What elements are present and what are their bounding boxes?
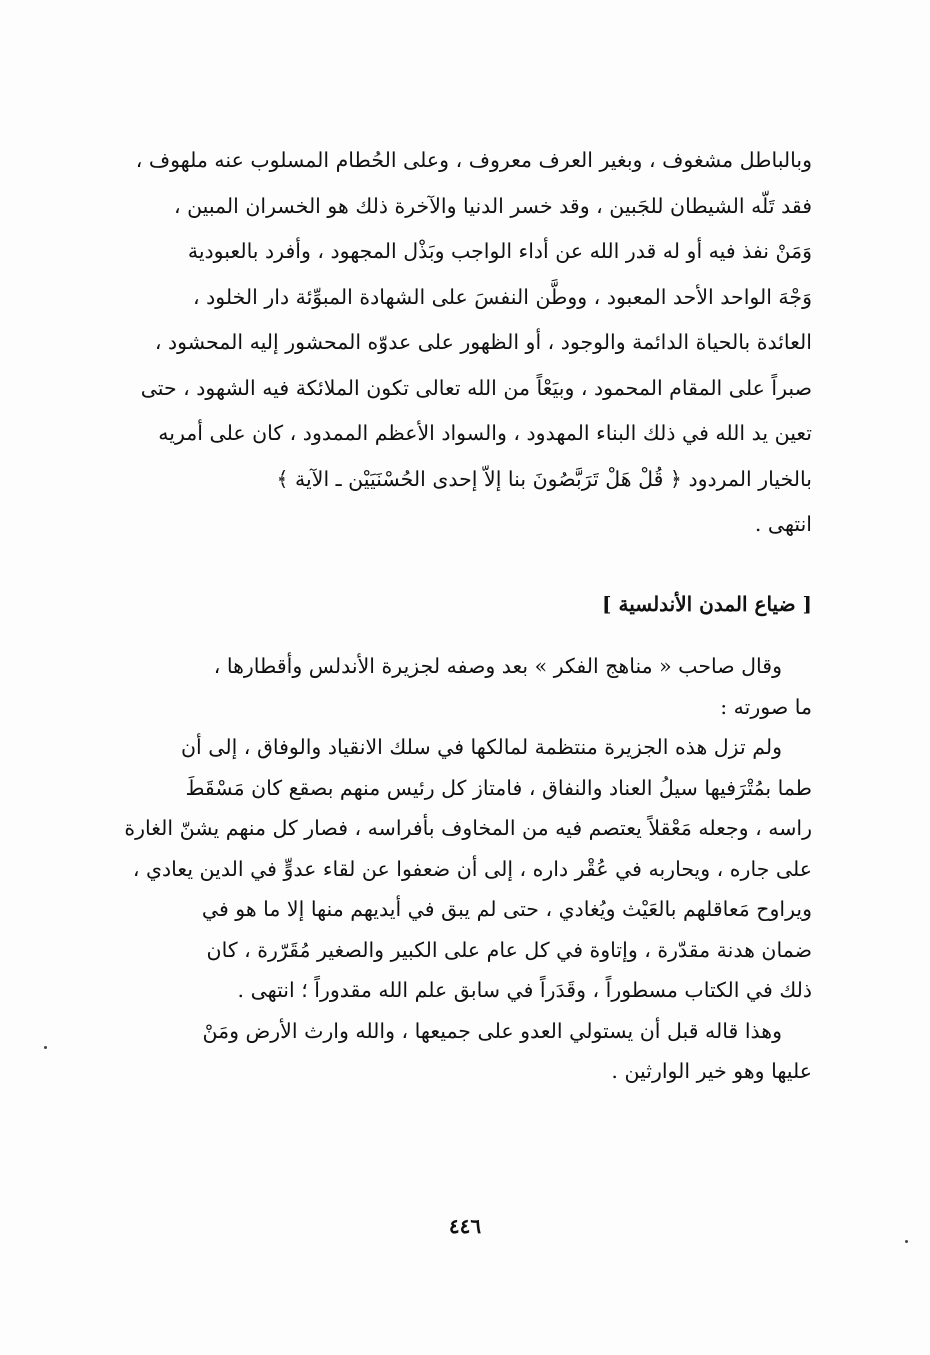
text-line: وَجْهَ الواحد الأحد المعبود ، ووطَّن النفسَ على الشهادة المبوِّئة دار الخلود ، <box>193 284 812 309</box>
page-number: ٤٤٦ <box>448 1214 482 1238</box>
text-line: ضمان هدنة مقدّرة ، وإتاوة في كل عام على الكبير والصغير مُقَرّرة ، كان <box>206 937 812 962</box>
text-line: عليها وهو خير الوارثين . <box>611 1059 812 1083</box>
text-line: ذلك في الكتاب مسطوراً ، وقَدَراً في سابق علم الله مقدوراً ؛ انتهى . <box>237 978 812 1002</box>
text-line: تعين يد الله في ذلك البناء المهدود ، والسواد الأعظم الممدود ، كان على أمريه <box>158 421 812 445</box>
text-line: فقد تَلّه الشيطان للجَبين ، وقد خسر الدنيا والآخرة ذلك هو الخسران المبين ، <box>173 193 812 218</box>
text-line: صبراً على المقام المحمود ، وبيَعْاً من الله تعالى تكون الملائكة فيه الشهود ، حتى <box>140 375 812 400</box>
scan-speck <box>44 1046 47 1049</box>
text-line: على جاره ، ويحاربه في عُقْر داره ، إلى أن ضعفوا عن لقاء عدوٍّ في الدين يعادي ، <box>132 856 812 881</box>
text-line: ويراوح مَعاقلهم بالعَيْث ويُغادي ، حتى لم يبق في أيديهم منها إلا ما هو في <box>201 897 812 921</box>
text-line: وهذا قاله قبل أن يستولي العدو على جميعها ، والله وارث الأرض ومَنْ <box>202 1018 782 1043</box>
text-line: وقال صاحب « مناهج الفكر » بعد وصفه لجزيرة الأندلس وأقطارها ، <box>213 654 782 678</box>
text-line: طما بمُتْرَفيها سيلُ العناد والنفاق ، فامتاز كل رئيس منهم بصقع كان مَسْقَطَ <box>185 775 812 800</box>
text-line: العائدة بالحياة الدائمة والوجود ، أو الظهور على عدوّه المحشور إليه المحشود ، <box>154 330 812 354</box>
paragraph-continuation <box>90 138 812 548</box>
text-line: راسه ، وجعله مَعْقلاً يعتصم فيه من المخاوف بأفراسه ، فصار كل منهم يشنّ الغارة <box>124 816 812 840</box>
paragraph-andalusian-cities <box>90 646 812 1092</box>
section-heading: [ ضياع المدن الأندلسية ] <box>602 592 812 616</box>
text-line: بالخيار المردود ﴿ قُلْ هَلْ تَرَبَّصُونَ بنا إلاّ إحدى الحُسْنَيَيْن ـ الآية ﴾ <box>276 466 812 491</box>
text-line: وَمَنْ نفذ فيه أو له قدر الله عن أداء الواجب وبَذْل المجهود ، وأفرد بالعبودية <box>187 239 812 263</box>
text-line: انتهى . <box>754 512 812 536</box>
text-line: ولم تزل هذه الجزيرة منتظمة لمالكها في سلك الانقياد والوفاق ، إلى أن <box>181 735 782 759</box>
scan-speck <box>905 1240 908 1243</box>
text-line: وبالباطل مشغوف ، وبغير العرف معروف ، وعلى الحُطام المسلوب عنه ملهوف ، <box>135 148 812 172</box>
text-line: ما صورته : <box>720 694 812 719</box>
